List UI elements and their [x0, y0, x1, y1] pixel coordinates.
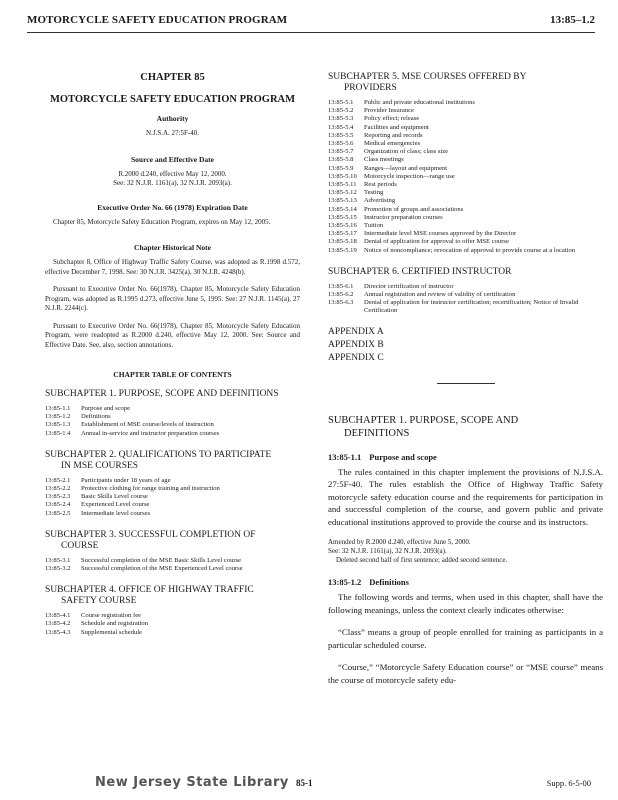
toc-entry-title: Protective clothing for range training and instruction — [81, 485, 220, 493]
toc-entry — [328, 107, 603, 115]
header-title: MOTORCYCLE SAFETY EDUCATION PROGRAM — [27, 14, 288, 26]
toc-title: CHAPTER TABLE OF CONTENTS — [113, 370, 232, 379]
toc-entry-title: Successful completion of the MSE Basic Skills Level course — [81, 556, 242, 564]
toc-entry — [328, 148, 603, 156]
toc-entry-number: 13:85-3.2 — [45, 565, 71, 573]
toc-subchapter-2-list — [45, 477, 300, 518]
chapter-title: MOTORCYCLE SAFETY EDUCATION PROGRAM — [49, 94, 296, 105]
section-1-2-heading: 13:85-1.2 Definitions — [328, 577, 409, 588]
toc-entry-number: 13:85-1.2 — [45, 413, 71, 421]
toc-entry — [328, 197, 603, 205]
toc-entry-title: Organization of class; class size — [364, 148, 449, 156]
history-paragraph-1: Subchapter 8, Office of Highway Traffic Safety Course, was adopted as R.1998 d.572, effective December 7, 1998. See: 30 N.J.R. 3425(a), 30 N.J.R. 4248(b). — [45, 258, 300, 276]
toc-entry — [328, 206, 603, 214]
toc-entry — [328, 247, 603, 255]
appendix-b: APPENDIX B — [328, 339, 384, 350]
toc-entry-title: Medical emergencies — [364, 140, 421, 148]
toc-entry-number: 13:85-6.2 — [328, 291, 354, 299]
toc-entry — [45, 493, 300, 501]
toc-entry-number: 13:85-6.3 — [328, 299, 354, 307]
toc-entry-number: 13:85-5.9 — [328, 164, 354, 172]
toc-entry — [45, 413, 300, 421]
section-1-2-intro: The following words and terms, when used in this chapter, shall have the following meanings, unless the context clearly indicates otherwise: — [328, 592, 603, 615]
toc-entry-title: Denial of application for approval to offer MSE course — [364, 238, 509, 246]
toc-entry-title: Policy effect; release — [364, 115, 420, 123]
source-heading: Source and Effective Date — [131, 154, 214, 164]
toc-entry-number: 13:85-5.2 — [328, 107, 354, 115]
toc-entry-title: Annual in-service and instructor preparation courses — [81, 429, 220, 437]
toc-entry — [328, 222, 603, 230]
toc-entry-number: 13:85-5.3 — [328, 115, 354, 123]
toc-entry-number: 13:85-5.7 — [328, 148, 354, 156]
toc-entry-title: Intermediate level courses — [81, 509, 151, 517]
toc-entry-title: Public and private educational institutions — [364, 99, 475, 106]
toc-entry-number: 13:85-2.3 — [45, 493, 71, 501]
toc-entry-number: 13:85-1.4 — [45, 429, 71, 437]
toc-subchapter-6-heading: SUBCHAPTER 6. CERTIFIED INSTRUCTOR — [328, 266, 512, 277]
source-line-2: See: 32 N.J.R. 1161(a), 32 N.J.R. 2093(a). — [113, 179, 232, 187]
toc-entry-title: Course registration fee — [81, 612, 142, 620]
toc-subchapter-1-list — [45, 405, 300, 438]
toc-entry-title: Experienced Level course — [81, 501, 150, 509]
toc-entry-number: 13:85-2.1 — [45, 476, 71, 484]
toc-entry — [328, 291, 603, 299]
toc-entry — [328, 124, 603, 132]
toc-entry-title: Annual registration and review of validity of certification — [364, 291, 516, 299]
toc-entry-title: Schedule and registration — [81, 620, 149, 628]
toc-subchapter-3-list — [45, 557, 300, 573]
toc-entry-title: Class meetings — [364, 156, 404, 164]
toc-entry — [328, 99, 603, 107]
toc-entry-title: Intermediate level MSE courses approved by the Director — [364, 230, 517, 238]
section-divider — [437, 383, 495, 384]
toc-entry-title: Establishment of MSE course/levels of instruction — [81, 421, 214, 429]
appendix-list — [328, 326, 603, 365]
section-1-1-amendment: Amended by R.2000 d.240, effective June 5, 2000. See: 32 N.J.R. 1161(a), 32 N.J.R. 2093(a). Deleted second half of first sentence; added second sentence. — [328, 538, 508, 565]
toc-entry-number: 13:85-5.18 — [328, 238, 357, 246]
toc-entry-title: Facilities and equipment — [364, 123, 429, 131]
eo-text: Chapter 85, Motorcycle Safety Education Program, expires on May 12, 2005. — [53, 217, 271, 226]
page-number: 85-1 — [296, 778, 313, 788]
authority-heading: Authority — [156, 114, 189, 123]
supplement-date: Supp. 6-5-00 — [546, 778, 591, 788]
toc-entry — [45, 430, 300, 438]
left-column — [45, 72, 300, 637]
toc-entry-number: 13:85-2.4 — [45, 501, 71, 509]
toc-entry — [45, 612, 300, 620]
section-1-1-text: The rules contained in this chapter implement the provisions of N.J.S.A. 27:5F-40. The rules establish the Office of Highway Traffic Safety motorcycle safety education course and the requirements for participation in and successful completion of the course, and govern public and private educational institutions approved to provide the course and its instructors. — [328, 466, 603, 527]
toc-entry — [328, 132, 603, 140]
toc-entry-title: Ranges—layout and equipment — [364, 164, 448, 172]
toc-subchapter-6-list — [328, 283, 603, 316]
toc-subchapter-1-heading: SUBCHAPTER 1. PURPOSE, SCOPE AND DEFINITIONS — [45, 389, 279, 399]
toc-entry — [45, 477, 300, 485]
toc-entry-number: 13:85-5.1 — [328, 99, 354, 106]
toc-entry — [328, 189, 603, 197]
definition-course: “Course,” “Motorcycle Safety Education course” or “MSE course” means the course of motorcycle safety edu- — [328, 662, 603, 685]
toc-entry-title: Supplemental schedule — [81, 628, 142, 636]
toc-entry — [45, 510, 300, 518]
toc-entry-number: 13:85-1.1 — [45, 405, 71, 412]
toc-subchapter-5-list — [328, 99, 603, 255]
toc-entry-number: 13:85-4.1 — [45, 612, 71, 620]
appendix-a: APPENDIX A — [328, 326, 384, 337]
toc-entry-number: 13:85-5.5 — [328, 131, 354, 139]
toc-entry-title: Successful completion of the MSE Experienced Level course — [81, 565, 243, 573]
toc-entry-title: Provider Insurance — [364, 107, 414, 115]
toc-subchapter-3-heading: SUBCHAPTER 3. SUCCESSFUL COMPLETION OF COURSE — [45, 529, 256, 551]
toc-entry-number: 13:85-5.11 — [328, 181, 357, 189]
toc-entry-title: Rest periods — [364, 181, 397, 189]
running-header — [27, 10, 595, 33]
toc-entry-number: 13:85-2.2 — [45, 485, 71, 493]
toc-subchapter-4-heading: SUBCHAPTER 4. OFFICE OF HIGHWAY TRAFFIC SAFETY COURSE — [45, 585, 254, 607]
toc-entry-title: Promotion of groups and associations — [364, 205, 464, 213]
subchapter-1-heading: SUBCHAPTER 1. PURPOSE, SCOPE AND DEFINITIONS — [328, 414, 519, 439]
toc-entry-number: 13:85-5.10 — [328, 172, 357, 180]
toc-entry-title: Advertising — [364, 197, 396, 205]
history-heading: Chapter Historical Note — [134, 243, 211, 252]
toc-entry — [328, 173, 603, 181]
toc-entry-number: 13:85-5.13 — [328, 197, 357, 205]
toc-entry-title: Purpose and scope — [81, 405, 131, 412]
toc-entry-number: 13:85-5.15 — [328, 213, 357, 221]
toc-entry — [328, 230, 603, 238]
toc-entry — [45, 565, 300, 573]
toc-entry-number: 13:85-5.4 — [328, 123, 354, 131]
toc-entry-number: 13:85-5.14 — [328, 205, 357, 213]
eo-heading: Executive Order No. 66 (1978) Expiration Date — [97, 202, 248, 212]
toc-entry — [328, 238, 603, 246]
definition-class: “Class” means a group of people enrolled for training as participants in a particular scheduled course. — [328, 627, 603, 650]
toc-entry — [45, 629, 300, 637]
toc-entry-number: 13:85-5.8 — [328, 156, 354, 164]
toc-subchapter-5-heading: SUBCHAPTER 5. MSE COURSES OFFERED BY PROVIDERS — [328, 72, 527, 93]
toc-entry — [328, 165, 603, 173]
toc-entry-number: 13:85-1.3 — [45, 421, 71, 429]
toc-entry-number: 13:85-4.3 — [45, 628, 71, 636]
header-section-number: 13:85–1.2 — [550, 14, 595, 26]
toc-entry — [328, 115, 603, 123]
toc-entry — [45, 485, 300, 493]
toc-subchapter-2-heading: SUBCHAPTER 2. QUALIFICATIONS TO PARTICIPATE IN MSE COURSES — [45, 449, 272, 471]
toc-entry-number: 13:85-5.17 — [328, 230, 357, 238]
toc-entry — [45, 557, 300, 565]
toc-subchapter-4-list — [45, 612, 300, 637]
toc-entry-title: Reporting and records — [364, 131, 423, 139]
right-column — [328, 72, 603, 686]
toc-entry-number: 13:85-3.1 — [45, 556, 71, 564]
toc-entry-title: Instructor preparation courses — [364, 213, 443, 221]
toc-entry-title: Basic Skills Level course — [81, 493, 148, 501]
toc-entry-title: Notice of noncompliance; revocation of approval to provide course at a location — [364, 246, 576, 254]
history-paragraph-3: Pursuant to Executive Order No. 66(1978), Chapter 85, Motorcycle Safety Education Program, were readopted as R.2000 d.240, effective May 12, 2000. See: Source and Effective Date. See, also, section annotations. — [45, 321, 300, 349]
toc-entry — [328, 283, 603, 291]
section-1-1-heading: 13:85-1.1 Purpose and scope — [328, 451, 437, 462]
toc-entry-title: Director certification of instructor — [364, 282, 454, 290]
toc-entry — [45, 405, 300, 413]
toc-entry — [328, 156, 603, 164]
toc-entry — [45, 501, 300, 509]
appendix-c: APPENDIX C — [328, 352, 384, 363]
toc-entry-number: 13:85-6.1 — [328, 282, 354, 290]
toc-entry — [328, 299, 603, 315]
toc-entry — [45, 421, 300, 429]
chapter-number: CHAPTER 85 — [140, 72, 205, 83]
toc-entry-title: Denial of application for instructor certification; recertification; Notice of Invalid Certification — [364, 299, 579, 315]
toc-entry-title: Tuition — [364, 222, 384, 230]
toc-entry-number: 13:85-5.16 — [328, 222, 357, 230]
source-line-1: R.2000 d.240, effective May 12, 2000. — [118, 169, 227, 178]
toc-entry — [328, 140, 603, 148]
toc-entry-number: 13:85-5.12 — [328, 189, 357, 197]
toc-entry-title: Participants under 18 years of age — [81, 476, 171, 484]
toc-entry — [328, 214, 603, 222]
toc-entry-number: 13:85-5.19 — [328, 246, 357, 254]
toc-entry-number: 13:85-2.5 — [45, 509, 71, 517]
toc-entry-title: Motorcycle inspection—range use — [364, 172, 455, 180]
toc-entry-number: 13:85-4.2 — [45, 620, 71, 628]
history-paragraph-2: Pursuant to Executive Order No. 66(1978), Chapter 85, Motorcycle Safety Education Program, was adopted as R.1995 d.273, effective June 5, 1995. See: 27 N.J.R. 1145(a), 27 N.J.R. 2244(c). — [45, 285, 300, 312]
toc-entry-title: Testing — [364, 189, 384, 197]
toc-entry — [45, 620, 300, 628]
authority-text: N.J.S.A. 27:5F-40. — [146, 129, 199, 137]
library-stamp: New Jersey State Library — [95, 775, 289, 790]
toc-entry — [328, 181, 603, 189]
toc-entry-number: 13:85-5.6 — [328, 140, 354, 148]
toc-entry-title: Definitions — [81, 413, 111, 421]
